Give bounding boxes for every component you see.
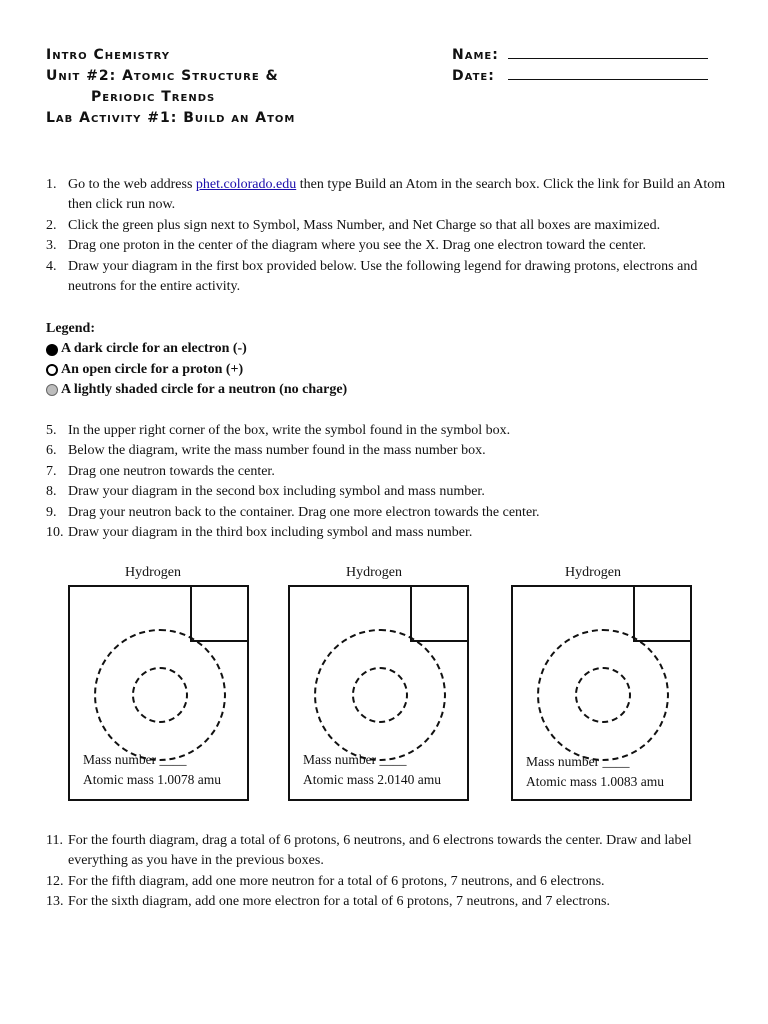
list-item [46,441,726,461]
list-item [46,257,726,298]
instructions-part1 [46,175,726,297]
list-item [46,421,726,441]
list-item [46,831,726,872]
step-number: 2. [46,217,57,233]
step-text: Draw your diagram in the third box including symbol and mass number. [68,525,473,541]
atomic-mass-label: Atomic mass 2.0140 amu [303,772,441,787]
unit-title: Unit #2: Atomic Structure & [46,68,279,84]
legend-electron-label: A dark circle for an electron (-) [61,341,247,357]
list-item [46,523,726,543]
course-title: Intro Chemistry [46,47,171,63]
step-number: 13. [46,894,64,910]
student-info [452,45,708,87]
step-text: Drag one proton in the center of the diagram where you see the X. Drag one electron toward the center. [68,238,647,254]
date-row [452,66,708,87]
list-item [46,462,726,482]
legend [46,319,347,401]
diagram-title: Hydrogen [125,565,181,580]
step-text: For the fourth diagram, drag a total of 6 protons, 6 neutrons, and 6 electrons towards the center. Draw and label everything as you have in the previous boxes. [68,833,692,869]
list-item [46,236,726,256]
step-number: 12. [46,873,64,889]
step-text: Go to the web address [68,177,196,192]
lab-title: Lab Activity #1: Build an Atom [46,110,296,126]
step-number: 3. [46,238,57,254]
legend-proton-label: An open circle for a proton (+) [61,361,244,377]
instructions-part2 [46,421,726,543]
list-item [46,892,726,912]
worksheet-header [46,45,295,129]
legend-neutron-label: A lightly shaded circle for a neutron (no charge) [61,382,348,398]
drawing-box[interactable] [288,585,469,801]
step-number: 9. [46,504,57,520]
mass-number-label: Mass number ____ [83,752,187,767]
list-item [46,503,726,523]
list-item [46,216,726,236]
inner-shell-ring [352,667,408,723]
name-label: Name: [452,47,499,63]
legend-neutron [46,380,347,400]
step-text: Drag one neutron towards the center. [68,463,275,479]
date-field[interactable] [508,66,708,80]
symbol-box[interactable] [190,585,249,642]
step-text: Below the diagram, write the mass number found in the mass number box. [68,443,486,459]
step-text: Draw your diagram in the second box including symbol and mass number. [68,484,485,500]
proton-circle-icon [46,364,58,376]
step-text: Click the green plus sign next to Symbol, Mass Number, and Net Charge so that all boxes are maximized. [68,217,661,233]
step-number: 11. [46,833,63,848]
step-text: then type Build an Atom in the search box. Click the link for Build an Atom then click run now. [68,177,726,213]
legend-title: Legend: [46,321,95,336]
list-item [46,482,726,502]
step-number: 6. [46,443,57,459]
symbol-box[interactable] [410,585,469,642]
step-text: In the upper right corner of the box, write the symbol found in the symbol box. [68,423,511,438]
name-row [452,45,708,66]
step-text: For the sixth diagram, add one more electron for a total of 6 protons, 7 neutrons, and 7 electrons. [68,894,610,910]
list-item [46,872,726,892]
step-text: Drag your neutron back to the container. Drag one more electron towards the center. [68,504,540,520]
step-number: 5. [46,423,57,438]
atomic-mass-label: Atomic mass 1.0083 amu [526,774,664,789]
diagram-title: Hydrogen [346,565,402,580]
legend-proton [46,360,347,380]
legend-electron [46,339,347,359]
inner-shell-ring [575,667,631,723]
instructions-part3 [46,831,726,913]
list-item [46,175,726,216]
step-number: 10. [46,525,64,541]
step-text: Draw your diagram in the first box provided below. Use the following legend for drawing protons, electrons and neutrons for the entire activity. [68,258,698,295]
step-number: 7. [46,463,57,479]
atomic-mass-label: Atomic mass 1.0078 amu [83,772,221,787]
unit-subtitle: Periodic Trends [91,89,216,105]
diagram-title: Hydrogen [565,565,621,580]
drawing-box[interactable] [68,585,249,801]
step-text: For the fifth diagram, add one more neutron for a total of 6 protons, 7 neutrons, and 6 electrons. [68,873,605,889]
mass-number-label: Mass number ____ [303,752,407,767]
step-number: 1. [46,177,57,192]
step-number: 4. [46,258,57,274]
step-number: 8. [46,484,57,500]
date-label: Date: [452,68,495,84]
neutron-circle-icon [46,384,58,396]
inner-shell-ring [132,667,188,723]
electron-circle-icon [46,344,58,356]
mass-number-label: Mass number ____ [526,754,630,769]
symbol-box[interactable] [633,585,692,642]
drawing-box[interactable] [511,585,692,801]
phet-link[interactable]: phet.colorado.edu [195,177,297,192]
name-field[interactable] [508,45,708,59]
